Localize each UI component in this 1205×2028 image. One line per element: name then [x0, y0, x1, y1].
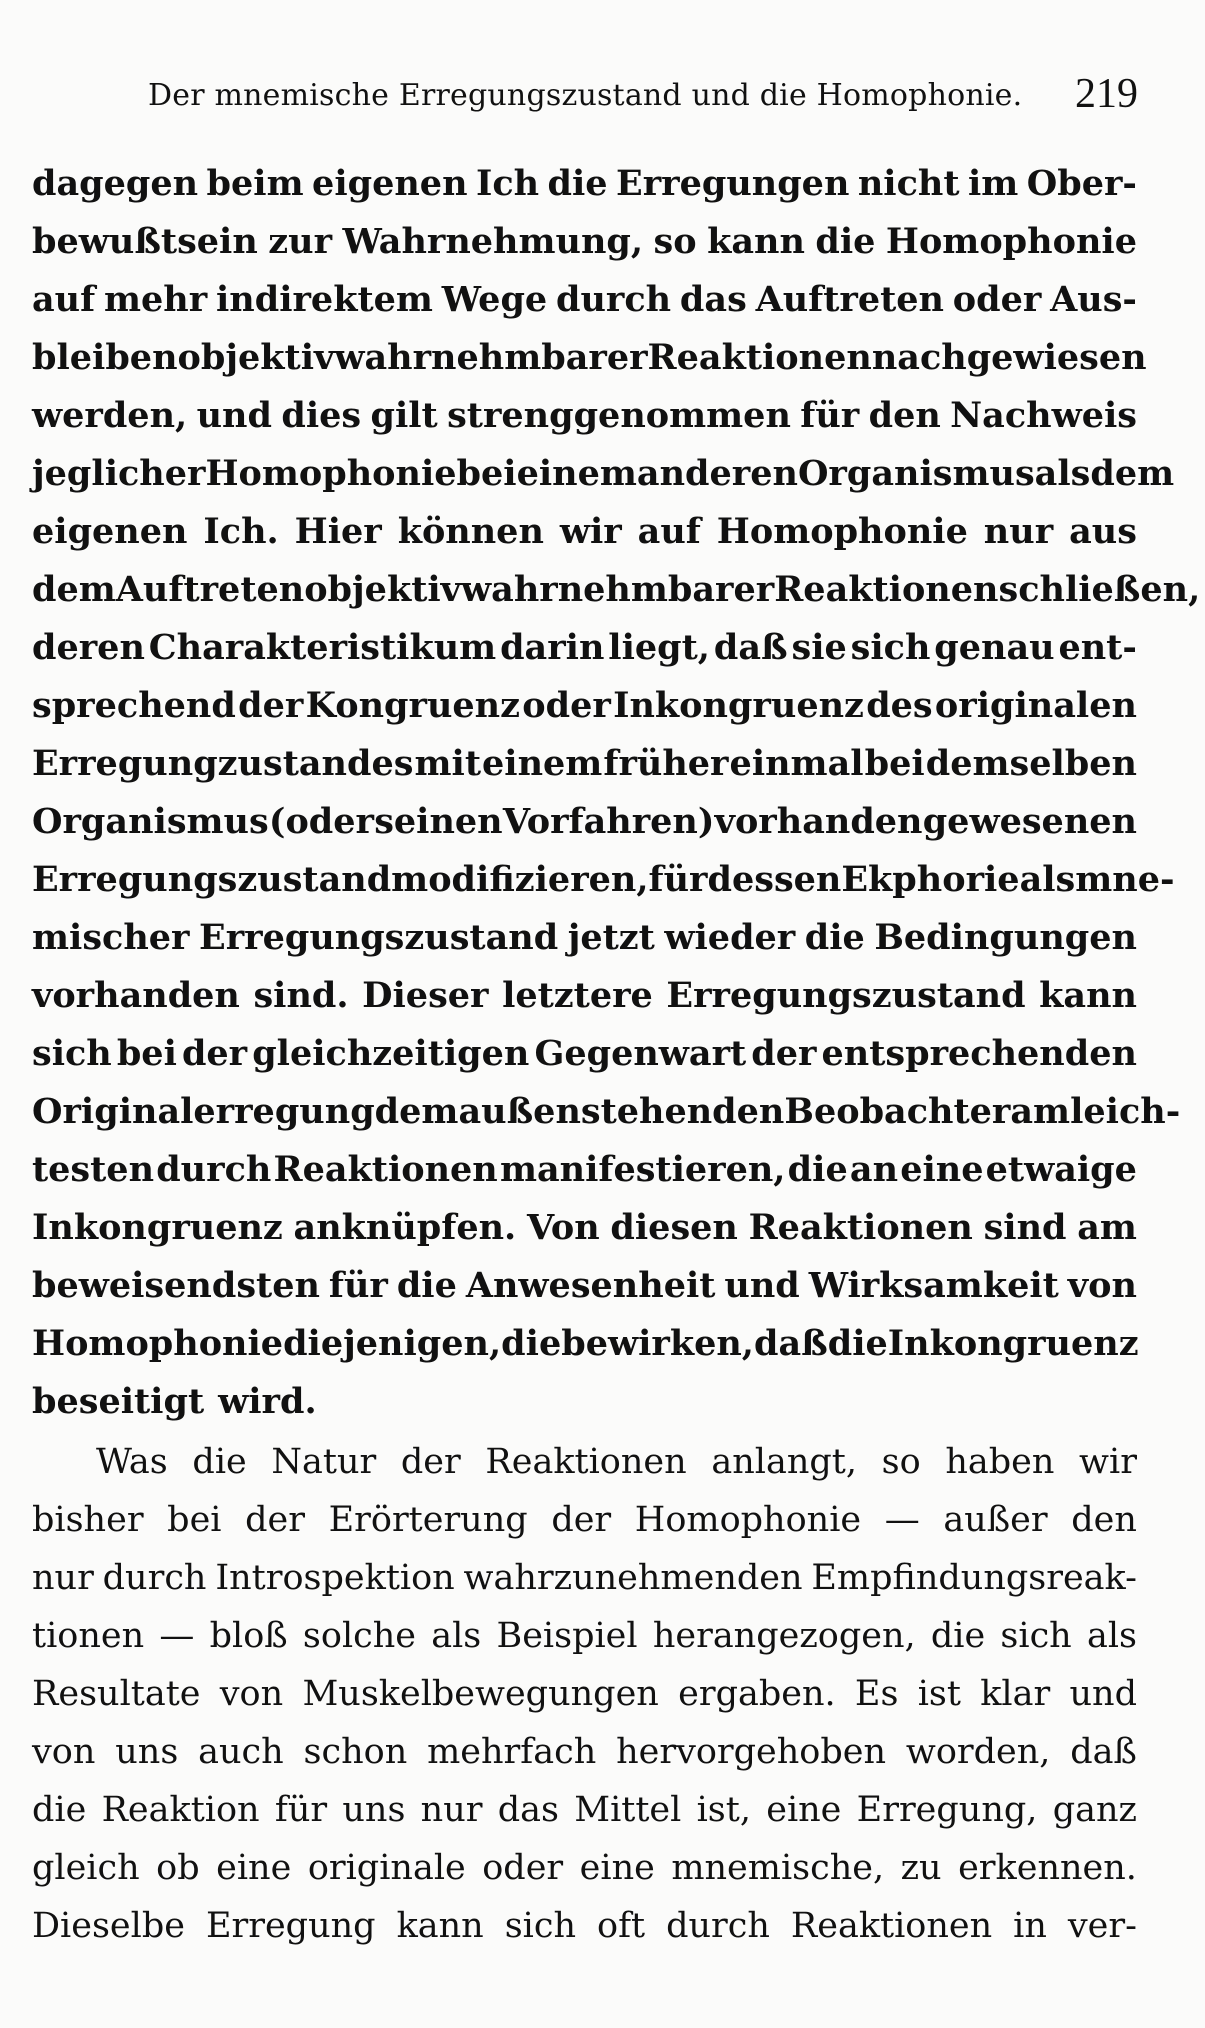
- text-line: die Reaktion für uns nur das Mittel ist, eine Erregung, ganz: [32, 1790, 1137, 1830]
- text-line: werden, und dies gilt strenggenommen für den Nachweis: [32, 395, 1137, 436]
- text-line: nur durch Introspektion wahrzunehmenden Empfindungsreak-: [32, 1558, 1137, 1598]
- text-line: sich bei der gleichzeitigen Gegenwart der entsprechenden: [32, 1033, 1137, 1074]
- text-line: auf mehr indirektem Wege durch das Auftreten oder Aus-: [32, 279, 1137, 320]
- text-line: von uns auch schon mehrfach hervorgehoben worden, daß: [32, 1732, 1137, 1772]
- page-header: [148, 70, 1138, 130]
- text-line: dem Auftreten objektiv wahrnehmbarer Reaktionen schließen,: [32, 569, 1201, 610]
- text-line: Erregungszustand modifizieren, für dessen Ekphorie als mne-: [32, 859, 1175, 900]
- text-line: Was die Natur der Reaktionen anlangt, so haben wir: [96, 1442, 1137, 1482]
- page-number: 219: [1075, 71, 1138, 117]
- text-line: jeglicher Homophonie bei einem anderen Organismus als dem: [32, 453, 1175, 494]
- text-line: deren Charakteristikum darin liegt, daß sie sich genau ent-: [32, 627, 1137, 668]
- text-line: Organismus (oder seinen Vorfahren) vorhanden gewesenen: [32, 801, 1137, 842]
- text-line: eigenen Ich. Hier können wir auf Homophonie nur aus: [32, 511, 1137, 552]
- text-line: Dieselbe Erregung kann sich oft durch Reaktionen in ver-: [32, 1906, 1137, 1946]
- paragraph-1: [32, 155, 1201, 1431]
- text-line: mischer Erregungszustand jetzt wieder die Bedingungen: [32, 917, 1137, 958]
- text-line: vorhanden sind. Dieser letztere Erregungszustand kann: [32, 975, 1137, 1016]
- text-line: dagegen beim eigenen Ich die Erregungen nicht im Ober-: [32, 163, 1137, 204]
- text-line: tionen — bloß solche als Beispiel herangezogen, die sich als: [32, 1616, 1137, 1656]
- text-line: Inkongruenz anknüpfen. Von diesen Reaktionen sind am: [32, 1207, 1137, 1248]
- text-line: gleich ob eine originale oder eine mnemische, zu erkennen.: [32, 1848, 1137, 1888]
- text-line: Homophonie diejenigen, die bewirken, daß die Inkongruenz: [32, 1323, 1139, 1364]
- text-line: Originalerregung dem außenstehenden Beobachter am leich-: [32, 1091, 1181, 1132]
- text-line: bleiben objektiv wahrnehmbarer Reaktionen nachgewiesen: [32, 337, 1147, 378]
- text-line: Resultate von Muskelbewegungen ergaben. Es ist klar und: [32, 1674, 1137, 1714]
- text-line: beseitigt wird.: [32, 1381, 317, 1422]
- text-line: beweisendsten für die Anwesenheit und Wirksamkeit von: [32, 1265, 1137, 1306]
- text-line: testen durch Reaktionen manifestieren, die an eine etwaige: [32, 1149, 1137, 1190]
- paragraph-2: [32, 1433, 1137, 1955]
- text-line: bewußtsein zur Wahrnehmung, so kann die Homophonie: [32, 221, 1137, 262]
- body-text: [32, 155, 1201, 1955]
- text-line: bisher bei der Erörterung der Homophonie — außer den: [32, 1500, 1137, 1540]
- text-line: Erregungzustandes mit einem früher einmal bei demselben: [32, 743, 1137, 784]
- running-head: Der mnemische Erregungszustand und die Homophonie.: [148, 78, 1023, 113]
- text-line: sprechend der Kongruenz oder Inkongruenz des originalen: [32, 685, 1137, 726]
